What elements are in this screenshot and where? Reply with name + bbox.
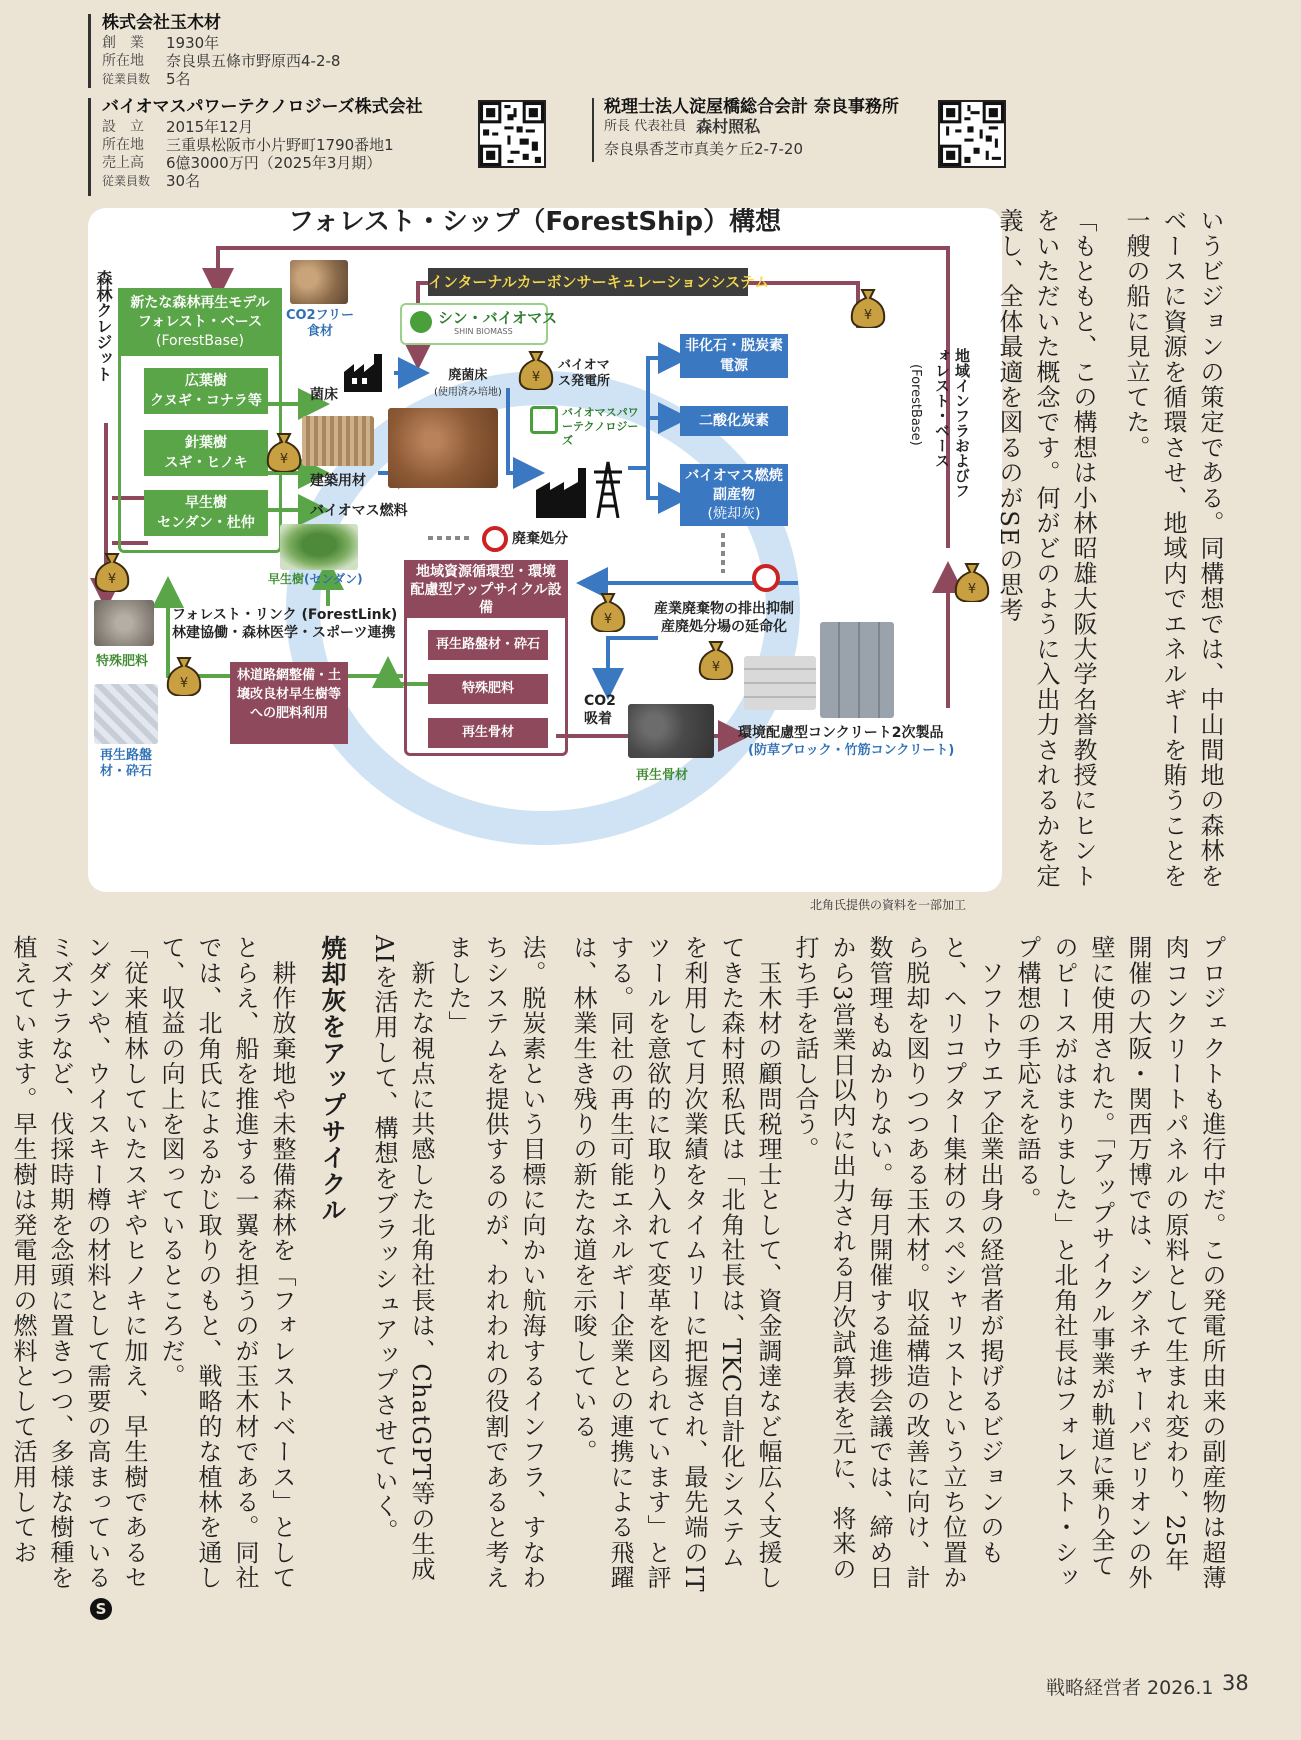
sendan-name: 早生樹 [268, 572, 305, 586]
shin-biomass-en: SHIN BIOMASS [454, 327, 513, 336]
circulation-banner: インターナルカーボンサーキュレーションシステム [428, 268, 748, 296]
company-name: 税理士法人淀屋橋総合会計 奈良事務所 [604, 97, 899, 117]
sendan-photo [280, 524, 358, 570]
factory-icon [344, 354, 392, 392]
forest-link-detail: 林建協働・森林医学・スポーツ連携 [172, 625, 396, 641]
info-value: 6億3000万円（2025年3月期） [166, 154, 382, 172]
paragraph: プロジェクトも進行中だ。この発電所由来の副産物は超薄肉コンクリートパネルの原料として生まれ変わり、25年開催の大阪・関西万博では、シグネチャーパビリオンの外壁に使用された。「アップサイクル事業が軌道に乗り全てのピースがはまりました」と北角社長はフォレスト・シップ構想の手応えを語る。 ソフトウエア企業出身の経営者が掲げるビジョンのもと、ヘリコプター集材のスペシャリストという立ち位置から脱却を図りつつある玉木材。収益構造の改善に向け、計数管理もぬかりない。毎月開催する進捗会議では、締め日から3営業日以内に出力される月次試算表を元に、将来の打ち手を話し合う。 玉木材の顧問税理士として、資金調達など幅広く支援してきた森村照私氏は「北角社長は、TKC自計化システムを利用して月次業績をタイムリーに把握され、最先端のITツールを意欲的に取り入れて変革を図られています」と評する。同社の再生可能エネルギー企業との連携による飛躍は、林業生き残りの新たな道を示唆している。 [569, 935, 1226, 1593]
person-name: 森村照私 [696, 117, 761, 136]
tree-detail: クヌギ・コナラ等 [150, 393, 262, 409]
info-bar-tamaki [88, 14, 91, 88]
info-value: 1930年 [166, 34, 220, 52]
forest-link-title: フォレスト・リンク (ForestLink) [172, 607, 398, 623]
article-lower [9, 935, 1230, 1595]
tree-conifer [144, 430, 268, 476]
bpt-logo [530, 404, 642, 447]
shin-biomass-name: シン・バイオマス [438, 309, 558, 327]
paragraph: 法。脱炭素という目標に向かい航海するインフラ、すなわちシステムを提供するのが、われわれの役割であると考えました」 新たな視点に共感した北角社長は、ChatGPT等の生成AIを活用して、構想をブラッシュアップさせていく。 [370, 935, 546, 1591]
qr-icon [940, 102, 1004, 166]
svg-text:¥: ¥ [179, 676, 189, 691]
prohibited-icon-2 [752, 564, 780, 592]
svg-text:¥: ¥ [863, 308, 873, 323]
upcycle-item-fert: 特殊肥料 [428, 674, 548, 704]
co2free-food-photo [290, 260, 348, 304]
ash-note: (焼却灰) [707, 506, 761, 522]
info-bar-bpt [88, 98, 91, 196]
company-tax [604, 96, 899, 158]
paragraph: 耕作放棄地や未整備森林を「フォレストベース」としてとらえ、船を推進する一翼を担うのが玉木材である。同社では、北角氏によるかじ取りのもと、戦略的な植林を通して、収益の向上を図っているところだ。 「従来植林していたスギやヒノキに加え、早生樹であるセンダンや、ウイスキー樽の材料として需要の高まっているミズナラなど、伐採時期を念頭に置きつつ、多様な樹種を植えています。早生樹は発電用の燃料として活用してお [9, 935, 296, 1591]
arrow-to-co2absorb [608, 638, 658, 688]
co2-absorb-label: CO2吸着 [584, 693, 616, 727]
money-bag-icon [92, 550, 132, 592]
recycled-agg-label: 再生骨材 [636, 768, 689, 783]
diagram-title: フォレスト・シップ（ForestShip）構想 [288, 208, 782, 237]
forest-base-en: (ForestBase) [156, 333, 244, 349]
haikinsho-label [434, 364, 502, 398]
info-value: 5名 [166, 70, 191, 88]
leaf-icon [410, 311, 432, 333]
company-name: 株式会社玉木材 [102, 13, 221, 33]
fossil-free-power-box: 非化石・脱炭素電源 [680, 334, 788, 378]
info-label: 所在地 [102, 53, 144, 69]
haikinsho-note: (使用済み培地) [434, 387, 502, 398]
money-bag-icon [952, 560, 992, 602]
section-heading: 焼却灰をアップサイクル [318, 935, 347, 1224]
disposal-label: 廃棄処分 [512, 531, 568, 547]
tree-detail: センダン・杜仲 [157, 515, 255, 531]
special-fert-label: 特殊肥料 [96, 654, 149, 669]
power-plant-icon [536, 458, 636, 518]
bpt-logo-icon [530, 406, 558, 434]
svg-text:¥: ¥ [531, 370, 541, 385]
info-label: 所在地 [102, 137, 144, 153]
qr-icon [480, 102, 544, 166]
tree-fast-growing [144, 490, 268, 536]
co2free-label: CO2フリー食材 [285, 308, 355, 339]
kenchiku-label: 建築用材 [310, 473, 366, 489]
info-label: 創 業 [102, 35, 144, 51]
fuel-label: バイオマス燃料 [310, 503, 408, 519]
info-label: 売上高 [102, 155, 144, 171]
recycled-agg-photo [628, 704, 714, 758]
concrete-title: 環境配慮型コンクリート2次製品 [738, 725, 944, 741]
forest-base-subtitle: フォレスト・ベース [137, 314, 263, 330]
qr-code-tax[interactable] [938, 100, 1006, 168]
road-network-box: 林道路網整備・土壌改良材早生樹等への肥料利用 [230, 662, 348, 744]
concrete-label [738, 724, 954, 760]
money-bag-icon [696, 638, 736, 680]
forestship-diagram [88, 208, 1002, 892]
tree-detail: スギ・ヒノキ [164, 455, 248, 471]
end-mark: S [90, 1598, 112, 1620]
page-number: 38 [1222, 1671, 1249, 1695]
special-fert-photo [94, 600, 154, 646]
forest-credit-label: 森林クレジット [94, 270, 113, 382]
svg-text:¥: ¥ [107, 572, 117, 587]
svg-text:¥: ¥ [967, 582, 977, 597]
forest-base-title: 新たな森林再生モデル [130, 295, 270, 311]
upcycle-item-aggregate: 再生骨材 [428, 718, 548, 748]
paragraph: 「もともと、この構想は小林昭雄大阪大学名誉教授にヒントをいただいた概念です。何がどのように入出力されるかを定義し、全体最適を図るのがSEの思考 [995, 208, 1097, 889]
concrete-building-photo [820, 622, 894, 718]
tree-name: 広葉樹 [185, 373, 227, 389]
sendan-label [268, 570, 363, 587]
co2-box: 二酸化炭素 [680, 406, 788, 436]
haikinsho-name: 廃菌床 [448, 368, 488, 383]
qr-code-bpt[interactable] [478, 100, 546, 168]
ash-title: バイオマス燃焼副産物 [685, 468, 783, 503]
company-name: バイオマスパワーテクノロジーズ株式会社 [102, 97, 423, 117]
info-value: 三重県松阪市小片野町1790番地1 [166, 136, 394, 154]
info-value: 30名 [166, 172, 201, 190]
paragraph: いうビジョンの策定である。同構想では、中山間地の森林をベースに資源を循環させ、地域内でエネルギーを賄うことを一艘の船に見立てた。 [1122, 208, 1224, 889]
upcycle-title: 地域資源循環型・環境配慮型アップサイクル設備 [404, 560, 568, 618]
money-bag-icon [164, 654, 204, 696]
building-photo [302, 416, 374, 466]
sendan-note: (センダン) [304, 572, 363, 586]
svg-text:¥: ¥ [711, 660, 721, 675]
svg-text:¥: ¥ [603, 612, 613, 627]
road-stone-photo [94, 684, 158, 744]
biomass-plant-label: バイオマス発電所 [558, 358, 611, 389]
info-value: 2015年12月 [166, 118, 254, 136]
concrete-block-photo [744, 656, 816, 710]
money-bag-icon [264, 430, 304, 472]
info-bar-tax [592, 98, 594, 162]
diagram-credit: 北角氏提供の資料を一部加工 [810, 898, 967, 912]
forest-link [172, 606, 397, 642]
infra-en: (ForestBase) [908, 364, 923, 446]
shin-biomass-logo [400, 303, 558, 345]
upcycle-item-road: 再生路盤材・砕石 [428, 630, 548, 660]
money-bag-icon [516, 348, 556, 390]
money-bag-icon [848, 286, 888, 328]
info-label: 従業員数 [102, 72, 151, 86]
wood-chip-photo [388, 408, 498, 488]
magazine-name: 戦略経営者 2026.1 [1046, 1677, 1214, 1699]
tree-name: 針葉樹 [185, 435, 227, 451]
address: 奈良県香芝市真美ケ丘2-7-20 [604, 140, 804, 158]
info-value: 奈良県五條市野原西4-2-8 [166, 52, 341, 70]
concrete-detail: (防草ブロック・竹筋コンクリート) [748, 743, 955, 758]
title-label: 所長 代表社員 [604, 119, 687, 134]
company-bpt [102, 96, 423, 190]
road-stone-label: 再生路盤材・砕石 [99, 748, 152, 779]
tree-broadleaf [144, 368, 268, 414]
article-upper-right [995, 208, 1228, 892]
prohibited-icon [482, 526, 508, 552]
arrow-to-ash [648, 448, 678, 498]
industrial-line: 産廃処分場の延命化 [661, 619, 787, 635]
forest-base-header [118, 288, 282, 356]
money-bag-icon [588, 590, 628, 632]
kinsho-label: 菌床 [310, 387, 338, 403]
company-tamaki [102, 12, 340, 88]
info-label: 設 立 [102, 119, 144, 135]
tree-name: 早生樹 [185, 495, 227, 511]
industrial-line: 産業廃棄物の排出抑制 [654, 601, 794, 617]
svg-text:¥: ¥ [279, 452, 289, 467]
ash-box [680, 464, 788, 526]
infra-label: 地域インフラおよびフォレスト・ベース [933, 348, 971, 498]
industrial-waste [654, 600, 794, 636]
info-label: 従業員数 [102, 174, 151, 188]
bpt-logo-text: バイオマスパワーテクノロジーズ [562, 406, 639, 447]
